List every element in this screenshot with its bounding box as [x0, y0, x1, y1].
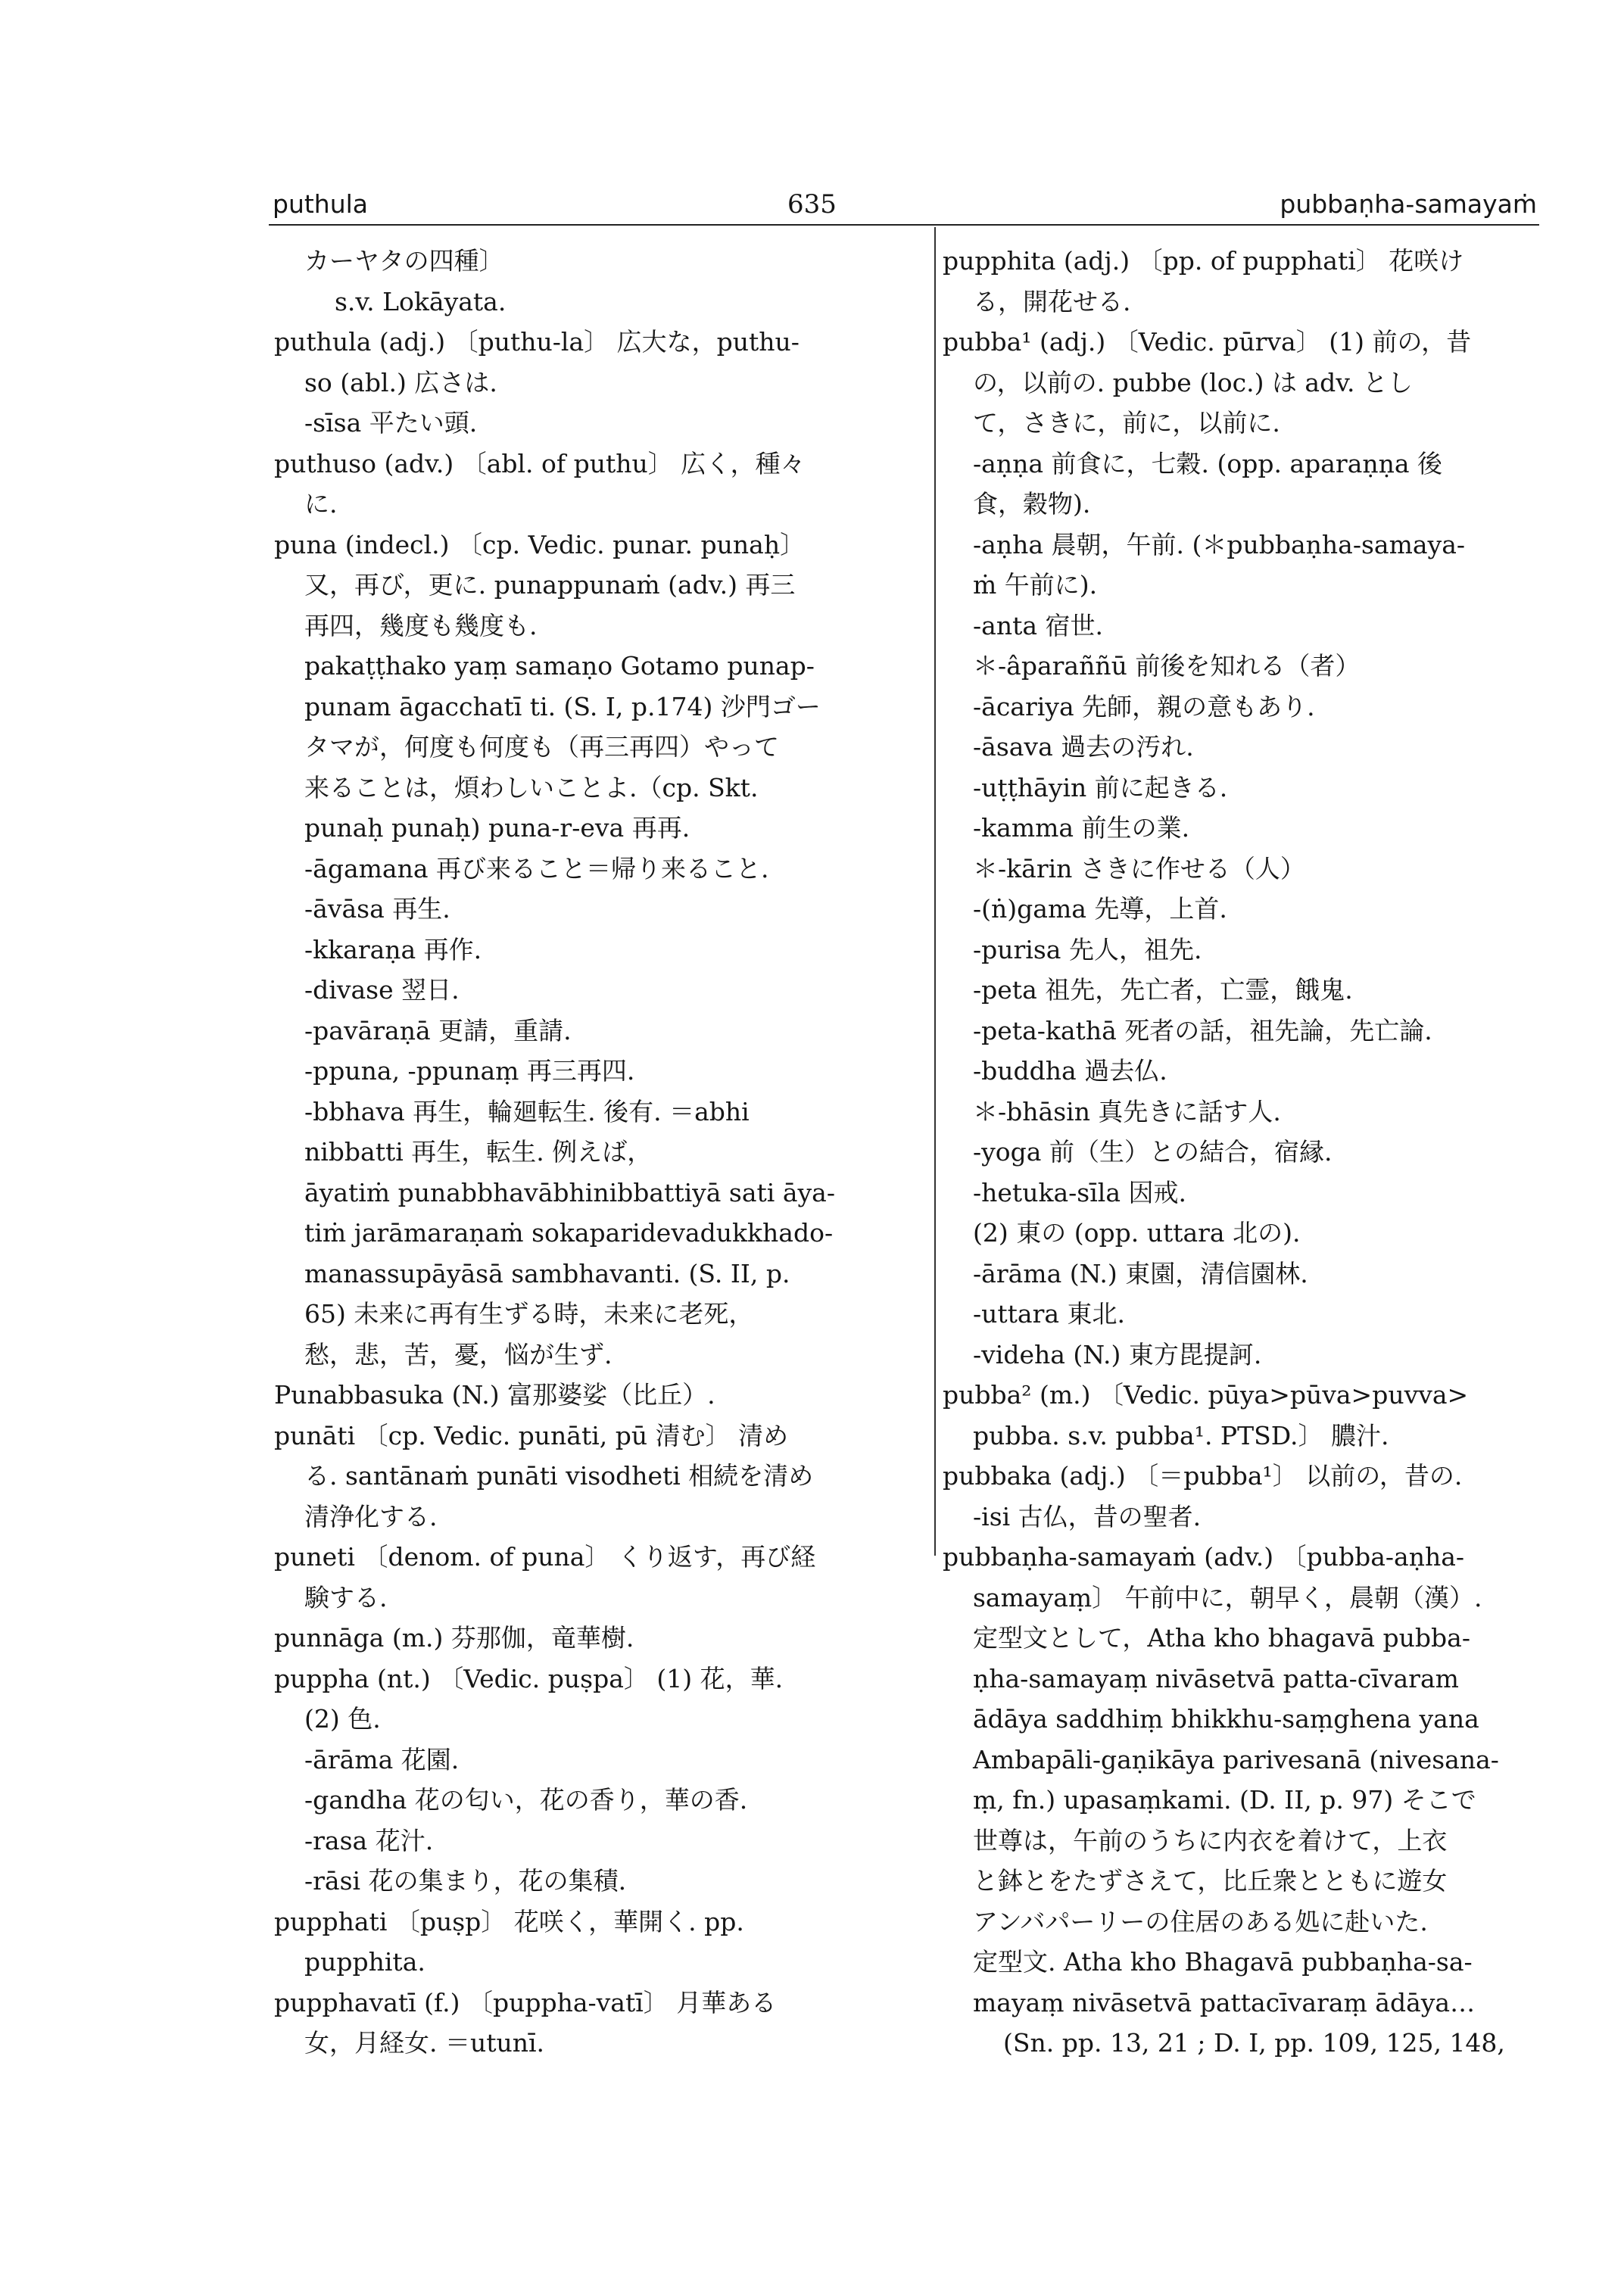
column-divider — [934, 227, 936, 1556]
entry-line: て，さきに，前に，以前に. — [973, 408, 1280, 438]
entry-line: puthuso (adv.) 〔abl. of puthu〕 広く，種々 — [274, 448, 806, 478]
entry-line: -peta 祖先，先亡者，亡霊，餓鬼. — [973, 975, 1353, 1005]
entry-line: 再四，幾度も幾度も. — [304, 610, 538, 640]
entry-line: pupphita (adj.) 〔pp. of pupphati〕 花咲け — [943, 246, 1464, 276]
entry-line: 定型文. Atha kho Bhagavā pubbaṇha-sa- — [973, 1947, 1473, 1977]
entry-line: 清浄化する. — [304, 1501, 438, 1531]
entry-line: -yoga 前（生）との結合，宿縁. — [973, 1137, 1333, 1167]
entry-line: puna (indecl.) 〔cp. Vedic. punar. punaḥ〕 — [274, 529, 806, 559]
entry-line: -aṇṇa 前食に，七穀. (opp. aparaṇṇa 後 — [973, 448, 1443, 478]
entry-line: tiṁ jarāmaraṇaṁ sokaparidevadukkhado- — [304, 1218, 834, 1248]
entry-line: ＊-bhāsin 真先きに話す人. — [973, 1096, 1281, 1126]
entry-line: -divase 翌日. — [304, 975, 460, 1005]
entry-line: -bbhava 再生，輪廻転生. 後有. ＝abhi — [304, 1096, 750, 1126]
entry-line: -uttara 東北. — [973, 1299, 1126, 1329]
entry-line: 験する. — [304, 1582, 388, 1612]
entry-line: タマが，何度も何度も（再三再四）やって — [304, 732, 779, 762]
entry-line: -ārāma (N.) 東園，清信園林. — [973, 1258, 1308, 1288]
entry-line: ＊-kārin さきに作せる（人） — [973, 853, 1305, 883]
entry-line: ṃ, fn.) upasaṃkami. (D. II, p. 97) そこで — [973, 1785, 1476, 1815]
left-column — [274, 241, 895, 2064]
entry-line: -kamma 前生の業. — [973, 813, 1190, 843]
entry-line: 定型文として，Atha kho bhagavā pubba- — [973, 1623, 1470, 1653]
entry-line: -hetuka-sīla 因戒. — [973, 1177, 1186, 1207]
entry-line: -uṭṭhāyin 前に起きる. — [973, 772, 1228, 802]
entry-line: pupphati 〔puṣp〕 花咲く，華開く. pp. — [274, 1906, 744, 1936]
entry-line: (2) 色. — [304, 1704, 381, 1734]
entry-line: -rasa 花汁. — [304, 1825, 434, 1855]
entry-line: -ācariya 先師，親の意もあり. — [973, 691, 1315, 721]
entry-line: に. — [304, 489, 338, 519]
entry-line: Punabbasuka (N.) 富那婆娑（比丘）. — [274, 1380, 715, 1410]
entry-line: -rāsi 花の集まり，花の集積. — [304, 1866, 627, 1896]
entry-line: 又，再び，更に. punappunaṁ (adv.) 再三 — [304, 570, 796, 600]
entry-line: -gandha 花の匂い，花の香り，華の香. — [304, 1785, 748, 1815]
entry-line: 愁，悲，苦，憂，悩が生ず. — [304, 1339, 613, 1369]
entry-line: pubbaka (adj.) 〔＝pubba¹〕 以前の，昔の. — [943, 1461, 1463, 1491]
entry-line: puppha (nt.) 〔Vedic. puṣpa〕 (1) 花，華. — [274, 1663, 784, 1693]
entry-line: -anta 宿世. — [973, 610, 1103, 640]
entry-line: manassupāyāsā sambhavanti. (S. II, p. — [304, 1258, 790, 1288]
entry-line: -videha (N.) 東方毘提訶. — [973, 1339, 1262, 1369]
header-guide-word-left: puthula — [273, 189, 369, 219]
entry-line: (Sn. pp. 13, 21 ; D. I, pp. 109, 125, 148, — [1003, 2028, 1505, 2058]
entry-line: ṁ 午前に). — [973, 570, 1098, 600]
entry-line: Ambapāli-gaṇikāya parivesanā (nivesana- — [973, 1744, 1499, 1774]
entry-line: pakaṭṭhako yaṃ samaṇo Gotamo punap- — [304, 651, 815, 681]
entry-line: samayaṃ〕 午前中に，朝早く，晨朝（漢）. — [973, 1582, 1482, 1612]
entry-line: punnāga (m.) 芬那伽，竜華樹. — [274, 1623, 634, 1653]
entry-line: ādāya saddhiṃ bhikkhu-saṃghena yana — [973, 1704, 1479, 1734]
entry-line: (2) 東の (opp. uttara 北の). — [973, 1218, 1301, 1248]
entry-line: ＊-âparaññū 前後を知れる（者） — [973, 651, 1361, 681]
entry-line: 世尊は，午前のうちに内衣を着けて，上衣 — [973, 1825, 1448, 1855]
entry-line: -āsava 過去の汚れ. — [973, 732, 1194, 762]
entry-line: -(ṅ)gama 先導，上首. — [973, 894, 1227, 924]
entry-line: punāti 〔cp. Vedic. punāti, pū 清む〕 清め — [274, 1420, 789, 1450]
entry-line: punaḥ punaḥ) puna-r-eva 再再. — [304, 813, 690, 843]
entry-line: ṇha-samayaṃ nivāsetvā patta-cīvaram — [973, 1663, 1459, 1693]
entry-line: -buddha 過去仏. — [973, 1056, 1167, 1086]
entry-line: -sīsa 平たい頭. — [304, 408, 478, 438]
entry-line: puthula (adj.) 〔puthu-la〕 広大な，puthu- — [274, 327, 800, 357]
entry-line: -kkaraṇa 再作. — [304, 934, 482, 964]
entry-line: pubbaṇha-samayaṁ (adv.) 〔pubba-aṇha- — [943, 1542, 1465, 1572]
entry-line: -isi 古仏，昔の聖者. — [973, 1501, 1202, 1531]
entry-line: so (abl.) 広さは. — [304, 367, 497, 397]
entry-line: -pavāraṇā 更請，重請. — [304, 1015, 572, 1045]
entry-line: pupphita. — [304, 1947, 425, 1977]
entry-line: -ppuna, -ppunaṃ 再三再四. — [304, 1056, 635, 1086]
entry-line: -āgamana 再び来ること＝帰り来ること. — [304, 853, 769, 883]
entry-line: pubba² (m.) 〔Vedic. pūya>pūva>puvva> — [943, 1380, 1469, 1410]
entry-line: pubba¹ (adj.) 〔Vedic. pūrva〕 (1) 前の，昔 — [943, 327, 1472, 357]
header-rule — [269, 224, 1539, 226]
entry-line: る. santānaṁ punāti visodheti 相続を清め — [304, 1461, 814, 1491]
entry-line: アンバパーリーの住居のある処に赴いた. — [973, 1906, 1428, 1936]
entry-line: mayaṃ nivāsetvā pattacīvaraṃ ādāya… — [973, 1987, 1476, 2017]
entry-line: puneti 〔denom. of puna〕 くり返す，再び経 — [274, 1542, 816, 1572]
entry-line: -ārāma 花園. — [304, 1744, 460, 1774]
entry-line: pubba. s.v. pubba¹. PTSD.〕 膿汁. — [973, 1420, 1389, 1450]
entry-line: s.v. Lokāyata. — [335, 286, 507, 316]
entry-line: と鉢とをたずさえて，比丘衆とともに遊女 — [973, 1866, 1448, 1896]
entry-line: の，以前の. pubbe (loc.) は adv. とし — [973, 367, 1413, 397]
entry-line: pupphavatī (f.) 〔puppha-vatī〕 月華ある — [274, 1987, 777, 2017]
page-number: 635 — [787, 189, 837, 220]
entry-line: る，開花せる. — [973, 286, 1131, 316]
entry-line: 女，月経女. ＝utunī. — [304, 2028, 545, 2058]
entry-line: -aṇha 晨朝，午前. (＊pubbaṇha-samaya- — [973, 529, 1466, 559]
entry-line: カーヤタの四種〕 — [304, 246, 504, 276]
entry-line: 65) 未来に再有生ずる時，未来に老死， — [304, 1299, 754, 1329]
entry-line: punam āgacchatī ti. (S. I, p.174) 沙門ゴー — [304, 691, 821, 721]
right-column — [943, 241, 1541, 2064]
entry-line: -purisa 先人，祖先. — [973, 934, 1202, 964]
entry-line: 食，穀物). — [973, 489, 1091, 519]
entry-line: -peta-kathā 死者の話，祖先論，先亡論. — [973, 1015, 1432, 1045]
entry-line: 来ることは，煩わしいことよ.（cp. Skt. — [304, 772, 759, 802]
entry-line: nibbatti 再生，転生. 例えば， — [304, 1137, 653, 1167]
entry-line: āyatiṁ punabbhavābhinibbattiyā sati āya- — [304, 1177, 835, 1207]
header-guide-word-right: pubbaṇha-samayaṁ — [1280, 189, 1537, 219]
entry-line: -āvāsa 再生. — [304, 894, 450, 924]
